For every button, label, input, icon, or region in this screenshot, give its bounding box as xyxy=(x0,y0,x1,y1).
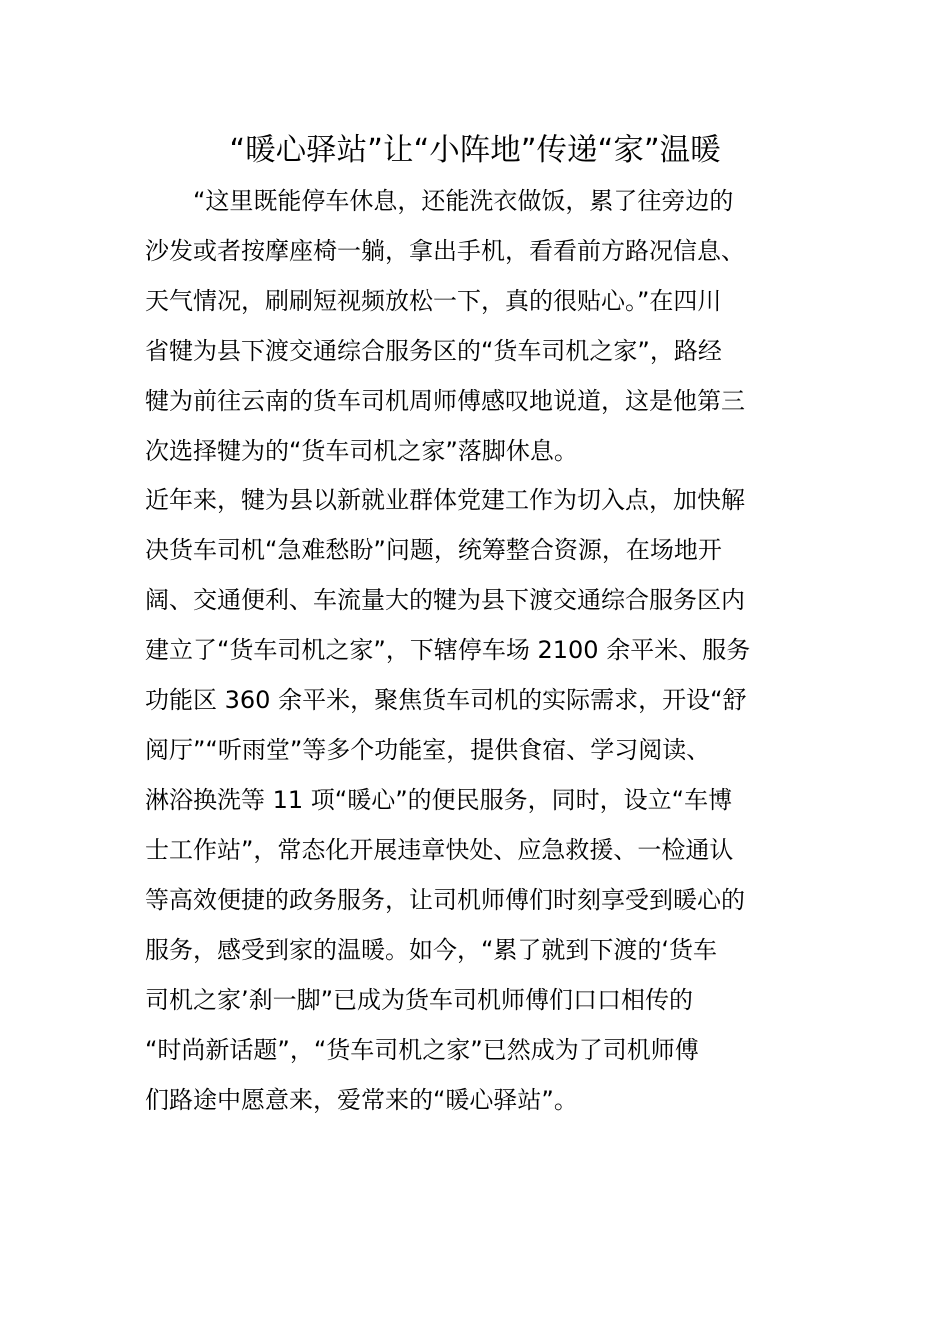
text-line: 淋浴换洗等 11 项“暖心”的便民服务，同时，设立“车博 xyxy=(145,786,733,814)
text-line: “时尚新话题”，“货车司机之家”已然成为了司机师傅 xyxy=(145,1036,699,1064)
paragraph-2 xyxy=(145,475,805,1125)
text-line: 阔、交通便利、车流量大的犍为县下渡交通综合服务区内 xyxy=(145,586,745,614)
text-line: 决货车司机“急难愁盼”问题，统筹整合资源，在场地开 xyxy=(145,536,722,564)
text-line: 阅厅”“听雨堂”等多个功能室，提供食宿、学习阅读、 xyxy=(145,736,711,764)
text-line: 沙发或者按摩座椅一躺，拿出手机，看看前方路况信息、 xyxy=(145,237,745,265)
text-line: 们路途中愿意来，爱常来的“暖心驿站”。 xyxy=(145,1086,578,1114)
text-line: 犍为前往云南的货车司机周师傅感叹地说道，这是他第三 xyxy=(145,387,745,415)
article-title: “暖心驿站”让“小阵地”传递“家”温暖 xyxy=(229,133,721,168)
text-line: 服务，感受到家的温暖。如今，“累了就到下渡的‘货车 xyxy=(145,936,718,964)
text-line: 次选择犍为的“货车司机之家”落脚休息。 xyxy=(145,437,578,465)
text-line: 近年来，犍为县以新就业群体党建工作为切入点，加快解 xyxy=(145,486,745,514)
text-line: “这里既能停车休息，还能洗衣做饭，累了往旁边的 xyxy=(145,187,734,215)
text-line: 建立了“货车司机之家”，下辖停车场 2100 余平米、服务 xyxy=(145,636,751,664)
text-line: 省犍为县下渡交通综合服务区的“货车司机之家”，路经 xyxy=(145,337,722,365)
text-line: 功能区 360 余平米，聚焦货车司机的实际需求，开设“舒 xyxy=(145,686,747,714)
text-line: 天气情况，刷刷短视频放松一下，真的很贴心。”在四川 xyxy=(145,287,722,315)
text-line: 士工作站”，常态化开展违章快处、应急救援、一检通认 xyxy=(145,836,734,864)
paragraph-1 xyxy=(145,176,805,476)
text-line: 等高效便捷的政务服务，让司机师傅们时刻享受到暖心的 xyxy=(145,886,745,914)
text-line: 司机之家’刹一脚”已成为货车司机师傅们口口相传的 xyxy=(145,986,694,1014)
